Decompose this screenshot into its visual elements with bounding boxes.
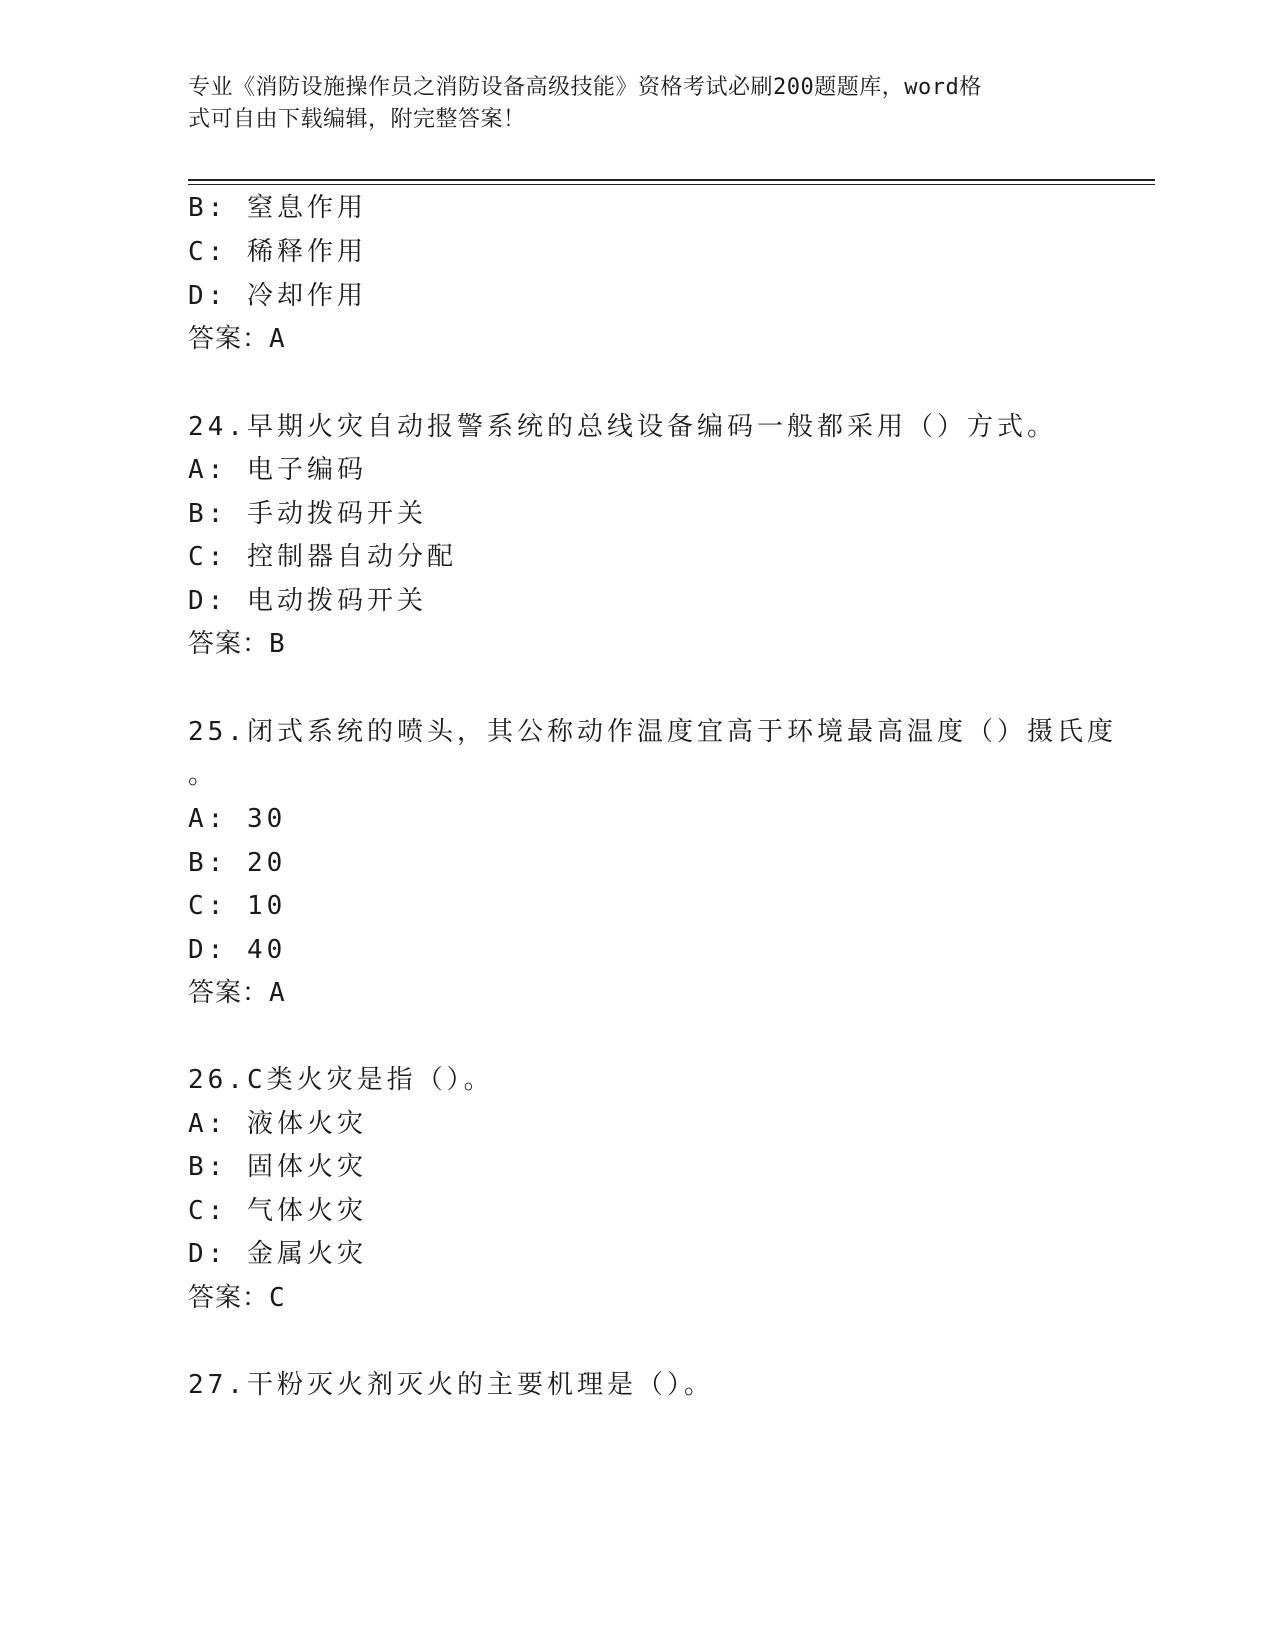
q23-option-d: D: 冷却作用 — [188, 281, 367, 311]
document-header — [188, 72, 1088, 136]
q25-option-b: B: 20 — [188, 848, 287, 878]
q25-answer: 答案：A — [188, 978, 286, 1008]
q25-option-d: D: 40 — [188, 935, 287, 965]
q24-option-b: B: 手动拨码开关 — [188, 499, 427, 529]
q24-option-d: D: 电动拨码开关 — [188, 586, 427, 616]
q26-stem: 26.C类火灾是指（）。 — [188, 1065, 494, 1095]
q23-answer: 答案：A — [188, 324, 286, 354]
q26-option-b: B: 固体火灾 — [188, 1152, 367, 1182]
q26-option-d: D: 金属火灾 — [188, 1239, 367, 1269]
q24-option-c: C: 控制器自动分配 — [188, 542, 457, 572]
q26-option-c: C: 气体火灾 — [188, 1196, 367, 1226]
q25-option-a: A: 30 — [188, 804, 287, 834]
q23-option-c: C: 稀释作用 — [188, 237, 367, 267]
header-line-1: 专业《消防设施操作员之消防设备高级技能》资格考试必刷200题题库，word格 — [188, 75, 982, 100]
header-divider-thin — [188, 184, 1155, 185]
q24-answer: 答案：B — [188, 629, 286, 659]
q23-option-b: B: 窒息作用 — [188, 193, 367, 223]
q27-stem: 27.干粉灭火剂灭火的主要机理是（）。 — [188, 1370, 714, 1400]
header-line-2: 式可自由下载编辑，附完整答案！ — [188, 107, 526, 132]
q25-option-c: C: 10 — [188, 891, 287, 921]
q25-stem: 25.闭式系统的喷头，其公称动作温度宜高于环境最高温度（）摄氏度 — [188, 717, 1117, 747]
q24-option-a: A: 电子编码 — [188, 455, 367, 485]
q25-stem-continuation: 。 — [188, 760, 219, 790]
header-divider-thick — [188, 179, 1155, 181]
q26-answer: 答案：C — [188, 1283, 286, 1313]
q26-option-a: A: 液体火灾 — [188, 1109, 367, 1139]
q24-stem: 24.早期火灾自动报警系统的总线设备编码一般都采用（）方式。 — [188, 412, 1057, 442]
